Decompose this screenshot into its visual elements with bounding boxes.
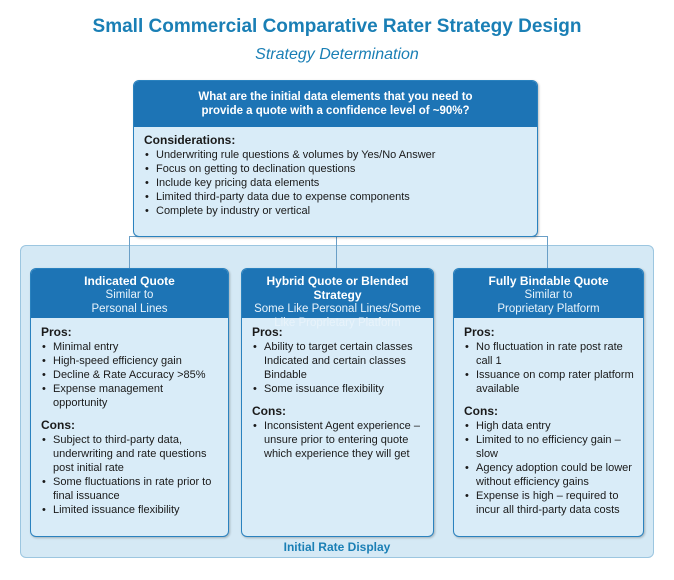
consideration-item: • Underwriting rule questions & volumes by Yes/No Answer [144, 148, 529, 162]
pro-item: • Minimal entry [41, 340, 220, 354]
pros-list [41, 340, 220, 410]
pro-item: • Issuance on comp rater platform available [464, 368, 635, 396]
consideration-item: • Complete by industry or vertical [144, 204, 529, 218]
question-line-1: What are the initial data elements that you need to [198, 91, 473, 103]
considerations-label: Considerations: [144, 133, 236, 147]
indicated-quote-body [31, 318, 228, 517]
con-item: • Limited issuance flexibility [41, 503, 220, 517]
pro-item: • Ability to target certain classes Indicated and certain classes Bindable [252, 340, 425, 382]
indicated-quote-title: Indicated Quote [84, 274, 175, 288]
con-item: • Limited to no efficiency gain – slow [464, 433, 635, 461]
hybrid-quote-title: Hybrid Quote or Blended Strategy [266, 274, 409, 302]
pro-item: • High-speed efficiency gain [41, 354, 220, 368]
indicated-quote-sub-2: Personal Lines [91, 303, 168, 315]
cons-list [41, 433, 220, 517]
fully-bindable-quote-header [454, 269, 643, 318]
connector-stem [336, 236, 337, 268]
fully-bindable-quote-sub-2: Proprietary Platform [497, 303, 600, 315]
con-item: • Some fluctuations in rate prior to final issuance [41, 475, 220, 503]
consideration-item: • Focus on getting to declination questions [144, 162, 529, 176]
con-item: • Expense is high – required to incur all third-party data costs [464, 489, 635, 517]
pros-list [252, 340, 425, 396]
con-item: • Inconsistent Agent experience – unsure prior to entering quote which experience they will get [252, 419, 425, 461]
pros-label: Pros: [41, 325, 72, 339]
connector-right [547, 236, 548, 268]
con-item: • Subject to third-party data, underwriting and rate questions post initial rate [41, 433, 220, 475]
pro-item: • Decline & Rate Accuracy >85% [41, 368, 220, 382]
question-header [134, 81, 537, 127]
hybrid-quote-sub-1: Some Like Personal Lines/Some [254, 303, 421, 315]
fully-bindable-quote-sub-1: Similar to [524, 289, 573, 301]
hybrid-quote-sub-2: Like Proprietary Platform [274, 317, 401, 329]
considerations-list [144, 148, 529, 218]
question-line-2: provide a quote with a confidence level of ~90%? [201, 105, 470, 117]
hybrid-quote-box [241, 268, 434, 537]
pros-label: Pros: [252, 325, 283, 339]
indicated-quote-header [31, 269, 228, 318]
cons-label: Cons: [252, 404, 286, 418]
consideration-item: • Limited third-party data due to expense components [144, 190, 529, 204]
cons-list [464, 419, 635, 517]
indicated-quote-sub-1: Similar to [105, 289, 154, 301]
initial-rate-display-label: Initial Rate Display [283, 540, 391, 554]
pro-item: • Expense management opportunity [41, 382, 220, 410]
cons-list [252, 419, 425, 461]
considerations-body [134, 127, 537, 218]
hybrid-quote-body [242, 318, 433, 461]
question-box [133, 80, 538, 237]
fully-bindable-quote-title: Fully Bindable Quote [488, 274, 609, 288]
hybrid-quote-header [242, 269, 433, 329]
pros-label: Pros: [464, 325, 495, 339]
indicated-quote-box [30, 268, 229, 537]
page-subtitle: Strategy Determination [255, 46, 419, 63]
connector-left [129, 236, 130, 268]
pro-item: • Some issuance flexibility [252, 382, 425, 396]
fully-bindable-quote-box [453, 268, 644, 537]
pros-list [464, 340, 635, 396]
fully-bindable-quote-body [454, 318, 643, 517]
con-item: • High data entry [464, 419, 635, 433]
cons-label: Cons: [41, 418, 75, 432]
con-item: • Agency adoption could be lower without efficiency gains [464, 461, 635, 489]
page-title: Small Commercial Comparative Rater Strategy Design [92, 16, 582, 37]
cons-label: Cons: [464, 404, 498, 418]
pro-item: • No fluctuation in rate post rate call 1 [464, 340, 635, 368]
consideration-item: • Include key pricing data elements [144, 176, 529, 190]
